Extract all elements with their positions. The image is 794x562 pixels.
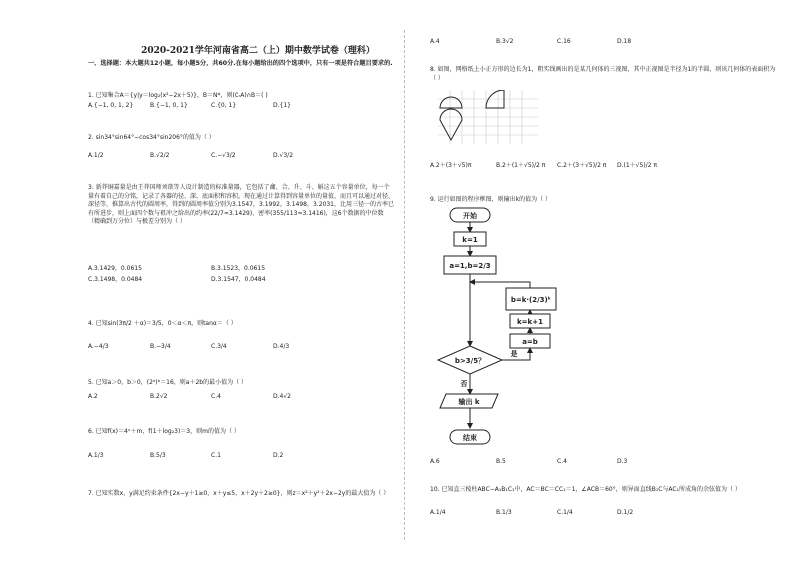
option-a[interactable]: A.2 [88, 393, 98, 400]
question-9-options [430, 458, 780, 467]
flowchart [430, 204, 610, 450]
top-view [440, 109, 462, 140]
option-d[interactable]: D.4√2 [273, 393, 291, 400]
option-d[interactable]: D.{1} [273, 102, 291, 109]
option-a[interactable]: A.6 [430, 458, 440, 465]
question-3-options-row2 [88, 276, 394, 285]
option-d[interactable]: D.18 [617, 38, 632, 45]
question-3-options-row1 [88, 265, 394, 274]
option-b[interactable]: B.5 [496, 458, 506, 465]
option-b[interactable]: B.2＋(1＋√5)/2 π [496, 162, 546, 169]
k-init-label: k=1 [462, 236, 478, 244]
option-a[interactable]: A.3.1429，0.0615 [88, 265, 142, 272]
start-label: 开始 [463, 212, 477, 220]
option-c[interactable]: C.{0, 1} [211, 102, 237, 109]
option-d[interactable]: D.3.1547，0.0484 [211, 276, 266, 283]
question-4-options [88, 343, 394, 352]
output-label: 输出 k [458, 398, 480, 406]
question-3: 3. 新莽铜嘉量是由王莽国师刘歆等人设计制造的标准量器，它包括了龠、合、升、斗、斛这五个容量单位，每一个量有着自己的分铭，记录了各器的径、深、底面积和容积。现在通过计算得到容量单位的量值，而且可以通过对径、深径等，推算出古代的圆周率，得到的圆周率值分别为3.1547，3.1992，3.1498，3.2031，比用三径一的古率已有所进步，则上面四个数与祖冲之给出的约率(22/7≈3.1429)、密率(355/113≈3.1416)，这6个数据的中位数（精确到万分位）与极差分别为（ ） [88, 184, 395, 225]
question-6-options [88, 452, 394, 461]
option-b[interactable]: B.5/3 [150, 452, 166, 459]
question-9: 9. 运行如图的程序框图，则输出k的值为（ ） [430, 196, 552, 203]
ab-init-label: a=1,b=2/3 [449, 262, 491, 270]
option-c[interactable]: C.16 [557, 38, 571, 45]
question-1-options [88, 102, 394, 111]
question-8: 8. 如图，网格纸上小正方形的边长为1，粗实线画出的是某几何体的三视图，其中正视图是半径为1的半圆，则该几何体的表面积为（ ） [430, 66, 776, 82]
question-2: 2. sin34°sin64°−cos34°sin206°的值为（ ） [88, 134, 215, 141]
option-a[interactable]: A.2＋(3＋√5)π [430, 162, 472, 169]
end-label: 结束 [463, 434, 477, 442]
option-a[interactable]: A.−4/3 [88, 343, 109, 350]
question-5-options [88, 393, 394, 402]
a-equals-b-label: a=b [522, 338, 538, 346]
option-b[interactable]: B.1/3 [496, 509, 512, 516]
section-heading: 一、选择题：本大题共12小题，每小题5分，共60分.在每小题给出的四个选项中，只有一项是符合题目要求的. [88, 60, 393, 67]
option-a[interactable]: A.{−1, 0, 1, 2} [88, 102, 134, 109]
column-divider [404, 30, 405, 540]
question-10: 10. 已知直三棱柱ABC−A₁B₁C₁中，AC＝BC＝CC₁＝1，∠ACB＝60°，则异面直线B₁C与AC₁所成角的余弦值为（ ） [430, 486, 741, 493]
option-c[interactable]: C.2＋(3＋√5)/2 π [557, 162, 607, 169]
option-c[interactable]: C.1 [211, 452, 221, 459]
option-c[interactable]: C.−√3/2 [211, 152, 236, 159]
option-b[interactable]: B.{−1, 0, 1} [150, 102, 188, 109]
front-view-semicircle [440, 97, 462, 108]
option-c[interactable]: C.3/4 [211, 343, 227, 350]
option-a[interactable]: A.1/4 [430, 509, 446, 516]
option-d[interactable]: D.4/3 [273, 343, 290, 350]
option-b[interactable]: B.√2/2 [150, 152, 170, 159]
question-7: 7. 已知实数x，y满足约束条件{2x−y＋1≥0，x＋y≤5，x＋2y＋2≥0}，则z＝x²＋y²＋2x−2y的最大值为（ ） [88, 490, 390, 497]
condition-label: b>3/5？ [454, 357, 486, 365]
option-b[interactable]: B.3.1523，0.0615 [211, 265, 266, 272]
question-5: 5. 已知a＞0，b＞0，(2ᵃ)ᵇ＝16，则a＋2b的最小值为（ ） [88, 379, 248, 386]
yes-label: 是 [510, 350, 518, 358]
option-a[interactable]: A.1/3 [88, 452, 104, 459]
option-c[interactable]: C.1/4 [557, 509, 573, 516]
option-b[interactable]: B.2√2 [150, 393, 168, 400]
option-a[interactable]: A.4 [430, 38, 440, 45]
question-6: 6. 已知f(x)＝4ˣ＋m，f(1＋log₂3)＝3，则m的值为（ ） [88, 428, 240, 435]
option-a[interactable]: A.1/2 [88, 152, 104, 159]
option-d[interactable]: D.(1＋√5)/2 π [617, 162, 658, 169]
question-4: 4. 已知sin(3π/2 ＋α)＝3/5，0＜α＜π，则tanα＝（ ） [88, 320, 237, 327]
exam-title: 2020-2021学年河南省高二（上）期中数学试卷（理科） [141, 46, 375, 56]
option-d[interactable]: D.√3/2 [273, 152, 294, 159]
b-update-label: b=k·(2/3)ᵏ [510, 296, 552, 304]
question-7-options [430, 38, 780, 47]
option-d[interactable]: D.1/2 [617, 509, 634, 516]
no-label: 否 [460, 380, 468, 388]
question-2-options [88, 152, 394, 161]
question-8-options [430, 162, 780, 171]
k-increment-label: k=k+1 [517, 318, 543, 326]
option-c[interactable]: C.3.1498，0.0484 [88, 276, 143, 283]
option-c[interactable]: C.4 [211, 393, 221, 400]
question-1: 1. 已知集合A＝{y|y＝log₂(x²−2x＋5)}，B＝N*，则(∁ᵣA)∩B＝( ) [88, 92, 268, 99]
option-b[interactable]: B.3√2 [496, 38, 514, 45]
three-view-figure [438, 90, 538, 148]
option-c[interactable]: C.4 [557, 458, 567, 465]
option-b[interactable]: B.−3/4 [150, 343, 171, 350]
option-d[interactable]: D.2 [273, 452, 284, 459]
question-10-options [430, 509, 780, 518]
option-d[interactable]: D.3 [617, 458, 628, 465]
